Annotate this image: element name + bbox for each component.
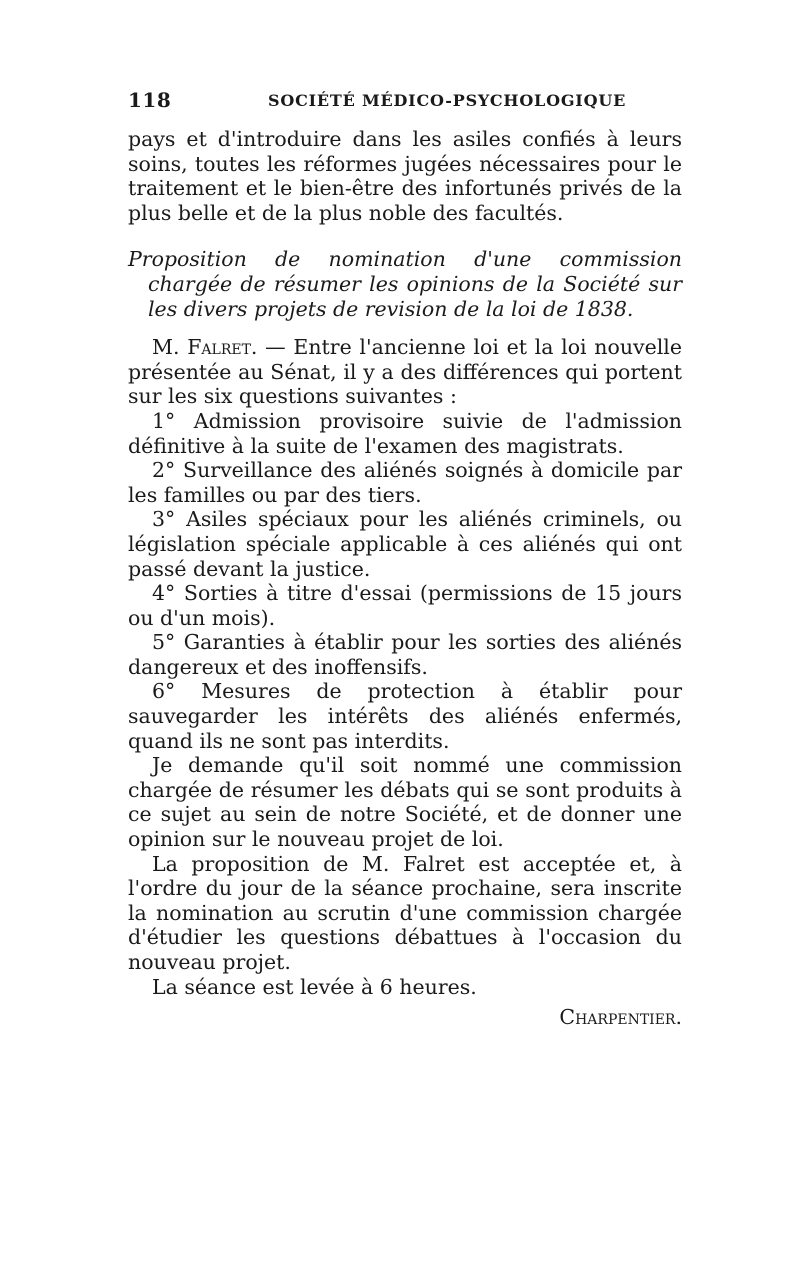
- falret-statement: [128, 335, 682, 409]
- falret-intro: — Entre l'ancienne loi et la loi nouvelle présentée au Sénat, il y a des différences qui portent sur les six questions suivantes :: [128, 335, 682, 409]
- accepted-paragraph: La proposition de M. Falret est acceptée et, à l'ordre du jour de la séance prochaine, sera inscrite la nomination au scrutin d'une commission chargée d'étudier les questions débattues à l'occasion du nouveau projet.: [128, 851, 682, 974]
- closing-paragraph: La séance est levée à 6 heures.: [152, 974, 477, 999]
- paragraph-continuation: pays et d'introduire dans les asiles confiés à leurs soins, toutes les réformes jugées nécessaires pour le traitement et le bien-être des infortunés privés de la plus belle et de la plus noble des facultés.: [128, 127, 682, 225]
- body-text: [128, 127, 682, 1030]
- list-item-2: 2° Surveillance des aliénés soignés à domicile par les familles ou par des tiers.: [128, 458, 682, 507]
- page-number: 118: [128, 88, 172, 112]
- list-item-4: 4° Sorties à titre d'essai (permissions de 15 jours ou d'un mois).: [128, 581, 682, 630]
- signature: Charpentier.: [559, 1005, 682, 1030]
- running-title: SOCIÉTÉ MÉDICO-PSYCHOLOGIQUE: [268, 91, 627, 110]
- section-heading: Proposition de nomination d'une commission chargée de résumer les opinions de la Société sur les divers projets de revision de la loi de 1838.: [128, 247, 682, 321]
- list-item-1: 1° Admission provisoire suivie de l'admission définitive à la suite de l'examen des magistrats.: [128, 408, 682, 458]
- list-item-6: 6° Mesures de protection à établir pour sauvegarder les intérêts des aliénés enfermés, quand ils ne sont pas interdits.: [128, 679, 682, 753]
- page-header: [128, 88, 682, 118]
- list-item-3: 3° Asiles spéciaux pour les aliénés criminels, ou législation spéciale applicable à ces aliénés qui ont passé devant la justice.: [128, 507, 682, 581]
- demand-paragraph: Je demande qu'il soit nommé une commission chargée de résumer les débats qui se sont produits à ce sujet au sein de notre Société, et de donner une opinion sur le nouveau projet de loi.: [128, 753, 682, 852]
- speaker-name: M. Falret.: [152, 335, 258, 360]
- list-item-5: 5° Garanties à établir pour les sorties des aliénés dangereux et des inoffensifs.: [128, 630, 682, 679]
